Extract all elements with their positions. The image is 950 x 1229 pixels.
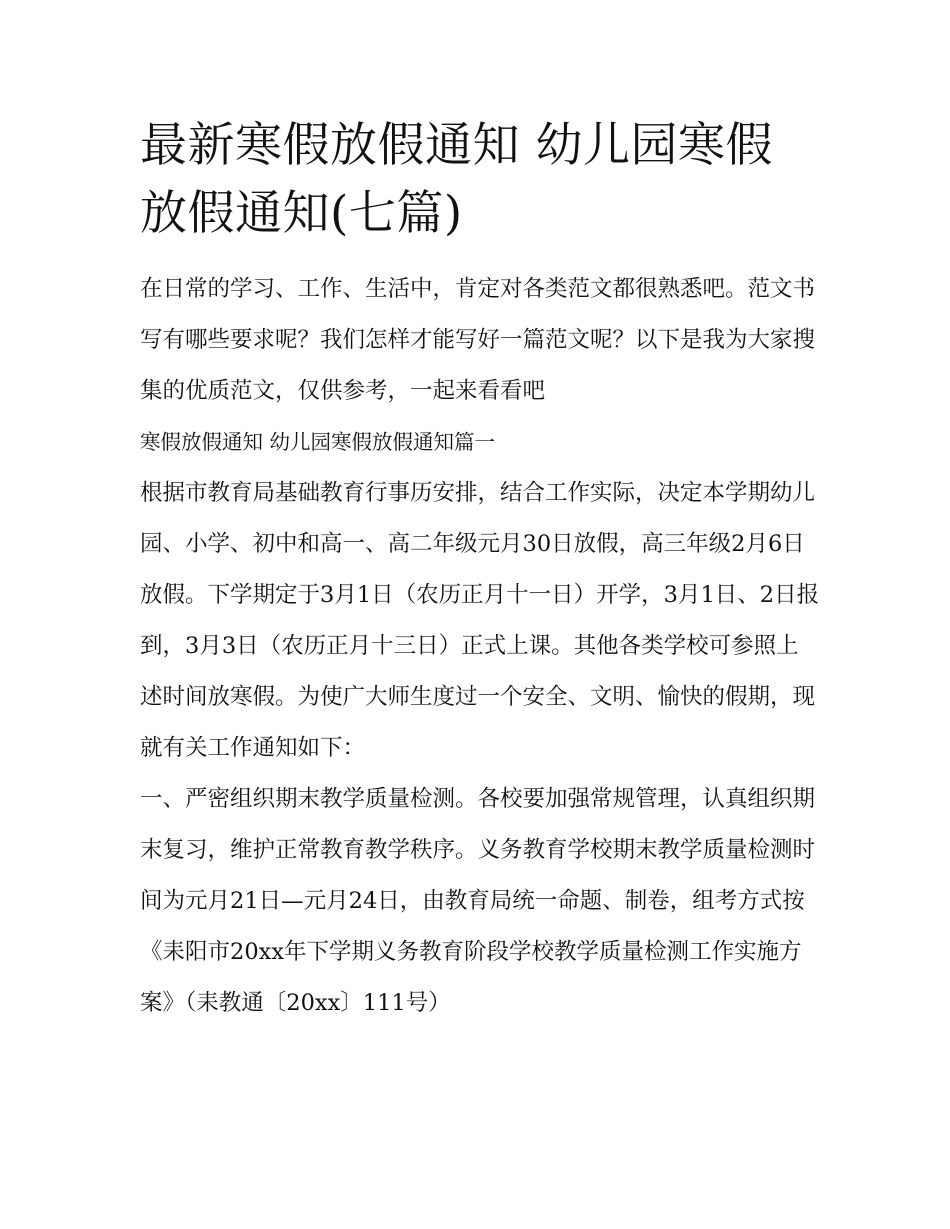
- section-heading: 寒假放假通知 幼儿园寒假放假通知篇一: [140, 430, 496, 454]
- document-page: [140, 112, 820, 1029]
- document-body: [140, 264, 820, 1029]
- exam-paragraph: 一、严密组织期末教学质量检测。各校要加强常规管理，认真组织期末复习，维护正常教育教学秩序。义务教育学校期末教学质量检测时间为元月21日—元月24日，由教育局统一命题、制卷，组考方式按《耒阳市20xx年下学期义务教育阶段学校教学质量检测工作实施方案》（耒教通〔20xx〕111号）: [140, 786, 816, 1016]
- intro-paragraph: 在日常的学习、工作、生活中，肯定对各类范文都很熟悉吧。范文书写有哪些要求呢？我们怎样才能写好一篇范文呢？以下是我为大家搜集的优质范文，仅供参考，一起来看看吧: [140, 276, 816, 404]
- notice-paragraph: 根据市教育局基础教育行事历安排，结合工作实际，决定本学期幼儿园、小学、初中和高一、高二年级元月30日放假，高三年级2月6日放假。下学期定于3月1日（农历正月十一日）开学，3月1日、2日报到，3月3日（农历正月十三日）正式上课。其他各类学校可参照上述时间放寒假。为使广大师生度过一个安全、文明、愉快的假期，现就有关工作通知如下：: [140, 480, 820, 761]
- document-title: 最新寒假放假通知 幼儿园寒假放假通知(七篇): [140, 118, 773, 241]
